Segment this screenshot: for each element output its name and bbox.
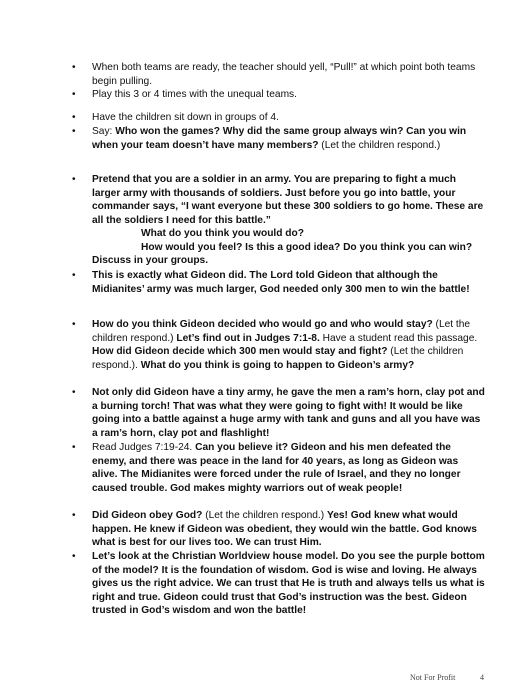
- item-text: [92, 551, 485, 616]
- question-line: What do you think you would do?: [141, 228, 304, 239]
- item-text: [92, 387, 485, 439]
- bullet-icon: •: [72, 89, 76, 100]
- bullet-icon: •: [72, 270, 76, 281]
- page-footer: [410, 673, 484, 682]
- bold-text-run: How did Gideon decide which 300 men would stay and fight?: [92, 346, 388, 357]
- list-item: [72, 441, 486, 495]
- item-text: [92, 174, 483, 226]
- text-run: Have a student read this passage.: [319, 332, 478, 344]
- text-run: (Let the children respond.).: [92, 346, 464, 371]
- bold-text-run: Let’s look at the Christian Worldview house model. Do you see the purple bottom of the model? It is the foundation of wisdom. God is wise and loving. He always gives us the right advice. We can trust that He is truth and always tells us what is right and true. Gideon could trust that God’s instruction was the best. Gideon trusted in God’s wisdom and won the battle!: [92, 551, 485, 616]
- bullet-icon: •: [72, 112, 76, 123]
- text-run: Say:: [92, 126, 116, 137]
- text-run: (Let the children respond.): [318, 139, 441, 151]
- page-number: 4: [480, 673, 484, 682]
- bold-text-run: How do you think Gideon decided who would go and who would stay?: [92, 319, 433, 330]
- item-text: [92, 270, 470, 295]
- bold-text-run: Pretend that you are a soldier in an army. You are preparing to fight a much larger army with thousands of soldiers. Just before you go into battle, your commander says, “I want everyone but these 300 soldiers to go home. These are all the soldiers I need for this battle.”: [92, 174, 484, 226]
- text-run: Read Judges 7:19-24.: [92, 442, 196, 453]
- text-run: (Let the children respond.): [92, 319, 471, 344]
- list-item: [72, 88, 486, 102]
- bullet-icon: •: [72, 387, 76, 398]
- bold-text-run: Who won the games? Why did the same group always win? Can you win when your team doesn’t have many members?: [92, 126, 467, 151]
- bullet-icon: •: [72, 319, 76, 330]
- bold-text-run: What do you think is going to happen to Gideon’s army?: [140, 359, 415, 371]
- list-item: [72, 550, 486, 618]
- text-run: Play this 3 or 4 times with the unequal teams.: [92, 89, 297, 100]
- text-run: When both teams are ready, the teacher should yell, “Pull!” at which point both teams begin pulling.: [92, 62, 476, 87]
- list-item: [72, 111, 486, 125]
- bullet-icon: •: [72, 174, 76, 185]
- bullet-icon: •: [72, 62, 76, 73]
- list-item: [72, 61, 486, 88]
- item-text: [92, 89, 297, 100]
- item-text: [92, 442, 461, 494]
- footer-label: Not For Profit: [410, 673, 456, 682]
- bullet-icon: •: [72, 510, 76, 521]
- list-item: [72, 125, 486, 152]
- text-run: (Let the children respond.): [202, 510, 327, 521]
- bold-text-run: This is exactly what Gideon did. The Lord told Gideon that although the Midianites’ army was much larger, God needed only 300 men to win the battle!: [92, 270, 470, 295]
- bullet-icon: •: [72, 442, 76, 453]
- question-line: How would you feel? Is this a good idea? Do you think you can win?: [141, 241, 473, 253]
- bold-text-run: Not only did Gideon have a tiny army, he gave the men a ram’s horn, clay pot and a burning torch! That was what they were going to fight with! It would be like going into a battle against a huge army with tank and guns and all you have was a ram’s horn, clay pot and flashlight!: [92, 387, 485, 439]
- item-text: [92, 510, 477, 548]
- item-text: [92, 62, 475, 87]
- item-text: [92, 319, 477, 371]
- discussion-line: Discuss in your groups.: [92, 255, 209, 266]
- bold-text-run: Let’s find out in Judges 7:1-8.: [176, 332, 320, 344]
- item-text: [92, 112, 279, 123]
- bold-text-run: Yes! God knew what would happen. He knew if Gideon was obedient, they would win the battle. God knows what is best for our lives too. We can trust Him.: [92, 510, 477, 548]
- bold-text-run: Did Gideon obey God?: [92, 510, 203, 521]
- item-text: [92, 126, 466, 151]
- bullet-icon: •: [72, 126, 76, 137]
- list-item: [72, 386, 486, 440]
- list-item: [72, 269, 486, 296]
- text-run: Have the children sit down in groups of 4.: [92, 112, 279, 123]
- list-item: [72, 318, 486, 372]
- bullet-icon: •: [72, 551, 76, 562]
- bold-text-run: Can you believe it? Gideon and his men defeated the enemy, and there was peace in the land for 40 years, as long as Gideon was alive. The Midianites were forced under the rule of Israel, and they no longer caused trouble. God makes mighty warriors out of weak people!: [92, 442, 461, 494]
- list-item: [72, 509, 486, 550]
- list-item: [72, 173, 486, 268]
